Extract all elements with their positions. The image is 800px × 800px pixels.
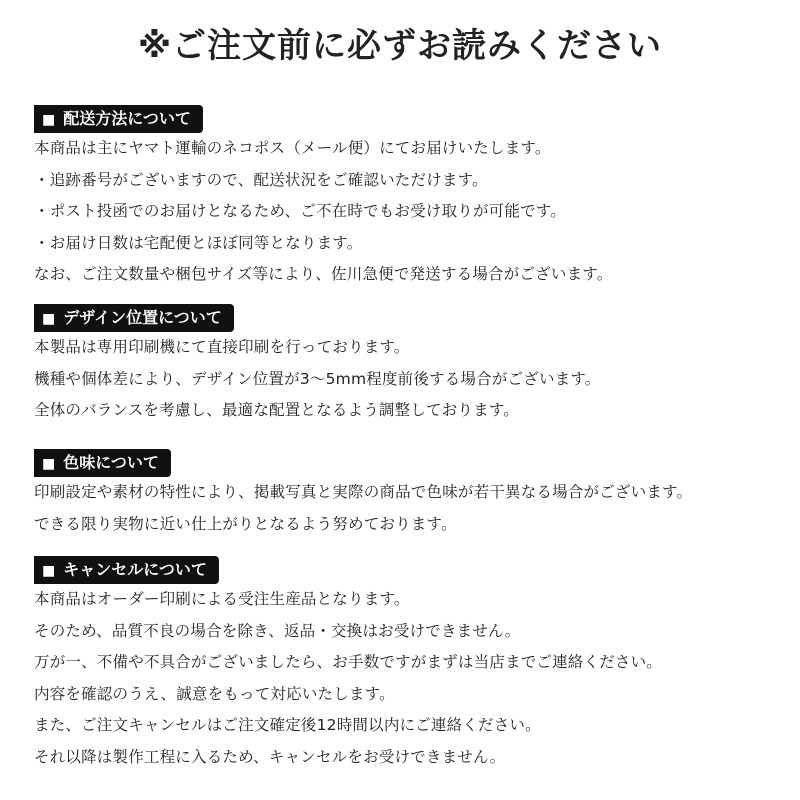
text-line: できる限り実物に近い仕上がりとなるよう努めております。	[34, 514, 457, 533]
section-heading-label: キャンセルについて	[63, 560, 207, 579]
text-line: ・お届け日数は宅配便とほぼ同等となります。	[34, 233, 363, 252]
text-line: 本商品はオーダー印刷による受注生産品となります。	[34, 590, 410, 608]
text-line: なお、ご注文数量や梱包サイズ等により、佐川急便で発送する場合がございます。	[34, 265, 613, 283]
square-icon: ■	[42, 456, 56, 472]
section-design-position	[34, 304, 794, 427]
text-line: 機種や個体差により、デザイン位置が3～5mm程度前後する場合がございます。	[34, 369, 601, 388]
section-heading	[34, 556, 219, 584]
page-title: ※ご注文前に必ずお読みください	[137, 26, 663, 66]
text-line: そのため、品質不良の場合を除き、返品・交換はお受けできません。	[34, 621, 521, 640]
section-heading	[34, 304, 234, 332]
text-line: 印刷設定や素材の特性により、掲載写真と実際の商品で色味が若干異なる場合がございます。	[34, 483, 693, 501]
section-heading-label: デザイン位置について	[63, 308, 222, 327]
section-color	[34, 449, 794, 540]
text-line: 内容を確認のうえ、誠意をもって対応いたします。	[34, 684, 395, 703]
section-heading-label: 色味について	[63, 453, 159, 472]
text-line: 本製品は専用印刷機にて直接印刷を行っております。	[34, 338, 410, 356]
section-heading	[34, 449, 171, 477]
section-heading-label: 配送方法について	[63, 109, 191, 128]
text-line: 全体のバランスを考慮し、最適な配置となるよう調整しております。	[34, 401, 519, 419]
square-icon: ■	[42, 311, 56, 327]
text-line: ・追跡番号がございますので、配送状況をご確認いただけます。	[34, 170, 488, 189]
text-line: ・ポスト投函でのお届けとなるため、ご不在時でもお受け取りが可能です。	[34, 202, 566, 220]
text-line: 本商品は主にヤマト運輸のネコポス（メール便）にてお届けいたします。	[34, 139, 551, 157]
text-line: 万が一、不備や不具合がございましたら、お手数ですがまずは当店までご連絡ください。	[34, 653, 663, 671]
section-shipping	[34, 105, 794, 291]
text-line: それ以降は製作工程に入るため、キャンセルをお受けできません。	[34, 747, 506, 766]
square-icon: ■	[42, 563, 56, 579]
section-heading	[34, 105, 203, 133]
text-line: また、ご注文キャンセルはご注文確定後12時間以内にご連絡ください。	[34, 716, 541, 734]
square-icon: ■	[42, 112, 56, 128]
section-cancellation	[34, 556, 794, 773]
